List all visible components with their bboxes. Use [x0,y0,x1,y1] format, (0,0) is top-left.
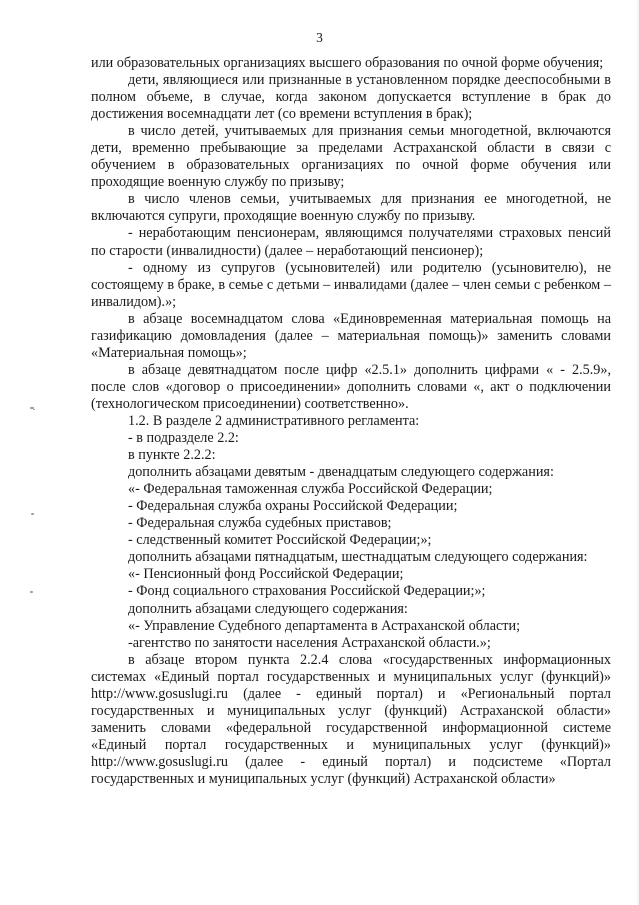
paragraph: или образовательных организациях высшего образования по очной форме обучения; [91,55,604,71]
paragraph: в пункте 2.2.2: [128,447,216,464]
paragraph: в абзаце восемнадцатом слова «Единовременная материальная помощь на газификацию домовладения (далее – материальная помощь)» заменить словами «Материальная помощь»; [91,310,611,361]
paragraph: - Федеральная служба судебных приставов; [128,515,392,532]
paragraph: дополнить абзацами пятнадцатым, шестнадцатым следующего содержания: [128,549,588,566]
scan-speck [30,407,36,411]
paragraph: - Фонд социального страхования Российской Федерации;»; [128,583,486,600]
paragraph: в абзаце втором пункта 2.2.4 слова «государственных информационных системах «Единый портал государственных и муниципальных услуг (функций)» http://www.gosuslugi.ru (далее - единый портал) и «Региональный портал государственных и муниципальных услуг (функций) Астраханской области» заменить словами «федеральной государственной информационной системе «Единый портал государственных и муниципальных услуг (функций)» http://www.gosuslugi.ru (далее - единый портал) и подсистеме «Портал государственных и муниципальных услуг (функций) Астраханской области» [91,651,611,787]
paragraph: - неработающим пенсионерам, являющимся получателями страховых пенсий по старости (инвалидности) (далее – неработающий пенсионер); [91,225,611,259]
paragraph: - Федеральная служба охраны Российской Федерации; [128,498,458,515]
paragraph: в число членов семьи, учитываемых для признания ее многодетной, не включаются супруги, проходящие военную службу по призыву. [91,191,611,225]
paragraph: «- Управление Судебного департамента в Астраханской области; [128,617,521,634]
document-body [91,55,611,788]
paragraph: дети, являющиеся или признанные в установленном порядке дееспособными в полном объеме, в случае, когда законом допускается вступление в брак до достижения восемнадцати лет (со времени вступления в брак); [91,72,611,123]
paragraph: - одному из супругов (усыновителей) или родителю (усыновителю), не состоящему в браке, в семье с детьми – инвалидами (далее – член семьи с ребенком – инвалидом).»; [91,259,611,310]
page-number: 3 [316,30,323,45]
paragraph: - следственный комитет Российской Федерации;»; [128,532,432,549]
paragraph: «- Федеральная таможенная служба Российской Федерации; [128,481,493,498]
scan-speck [30,513,36,517]
paragraph: - в подразделе 2.2: [128,430,239,447]
paragraph: -агентство по занятости населения Астраханской области.»; [128,634,491,651]
paragraph: в число детей, учитываемых для признания семьи многодетной, включаются дети, временно пребывающие за пределами Астраханской области в связи с обучением в образовательных организациях по очной форме обучения или проходящие военную службу по призыву; [91,123,611,191]
paragraph: 1.2. В разделе 2 административного регламента: [128,412,420,429]
scan-speck [30,591,36,595]
paragraph: «- Пенсионный фонд Российской Федерации; [128,566,404,583]
paragraph: в абзаце девятнадцатом после цифр «2.5.1» дополнить цифрами « - 2.5.9», после слов «договор о присоединении» дополнить словами «, акт о подключении (технологическом присоединении) соответственно». [91,361,611,412]
paragraph: дополнить абзацами девятым - двенадцатым следующего содержания: [128,464,554,481]
paragraph: дополнить абзацами следующего содержания: [128,600,408,617]
